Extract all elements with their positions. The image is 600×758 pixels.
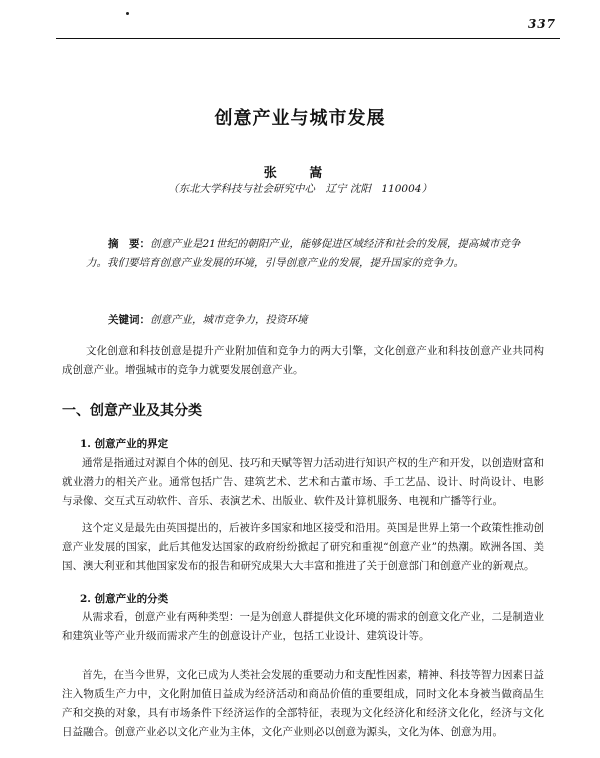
subsection-heading-definition: 1. 创意产业的界定 xyxy=(80,438,169,450)
abstract xyxy=(86,235,536,273)
article-title: 创意产业与城市发展 xyxy=(214,108,386,129)
abstract-text: 创意产业是21世纪的朝阳产业，能够促进区域经济和社会的发展，提高城市竞争力。我们要培育创意产业发展的环境，引导创意产业的发展，提升国家的竞争力。 xyxy=(86,238,521,269)
intro-paragraph: 文化创意和科技创意是提升产业附加值和竞争力的两大引擎，文化创意产业和科技创意产业共同构成创意产业。增强城市的竞争力就要发展创意产业。 xyxy=(62,345,544,376)
keywords-text: 创意产业，城市竞争力，投资环境 xyxy=(150,314,308,326)
paragraph-definition: 通常是指通过对源自个体的创见、技巧和天赋等智力活动进行知识产权的生产和开发，以创造财富和就业潜力的相关产业。通常包括广告、建筑艺术、艺术和古董市场、手工艺品、设计、时尚设计、电影与录像、交互式互动软件、音乐、表演艺术、出版业、软件及计算机服务、电视和广播等行业。 xyxy=(62,457,544,507)
paragraph-origin: 这个定义是最先由英国提出的，后被许多国家和地区接受和沿用。英国是世界上第一个政策性推动创意产业发展的国家，此后其他发达国家的政府纷纷掀起了研究和重视“创意产业”的热潮。欧洲各国、美国、澳大利亚和其他国家发布的报告和研究成果大大丰富和推进了关于创意部门和创意产业的新观点。 xyxy=(62,522,544,572)
keywords-label: 关键词： xyxy=(108,314,150,326)
scan-speck xyxy=(126,12,129,15)
author-name: 张 嵩 xyxy=(263,166,337,181)
subsection-heading-classification: 2. 创意产业的分类 xyxy=(80,593,169,605)
abstract-label: 摘 要： xyxy=(108,238,150,250)
author-affiliation: （东北大学科技与社会研究中心 辽宁 沈阳 110004） xyxy=(168,183,432,195)
page-number: 337 xyxy=(527,17,556,31)
paragraph-culture: 首先，在当今世界，文化已成为人类社会发展的重要动力和支配性因素，精神、科技等智力因素日益注入物质生产力中，文化附加值日益成为经济活动和商品价值的重要组成，同时文化本身被当做商品生产和交换的对象，具有市场条件下经济运作的全部特征，表现为文化经济化和经济文化化，经济与文化日益融合。创意产业必以文化产业为主体，文化产业则必以创意为源头，文化为体、创意为用。 xyxy=(62,669,544,738)
keywords xyxy=(108,312,528,327)
header-rule xyxy=(56,38,560,39)
section-heading: 一、创意产业及其分类 xyxy=(62,403,202,419)
paragraph-types: 从需求看，创意产业有两种类型：一是为创意人群提供文化环境的需求的创意文化产业，二是制造业和建筑业等产业升级而需求产生的创意设计产业，包括工业设计、建筑设计等。 xyxy=(62,611,544,642)
